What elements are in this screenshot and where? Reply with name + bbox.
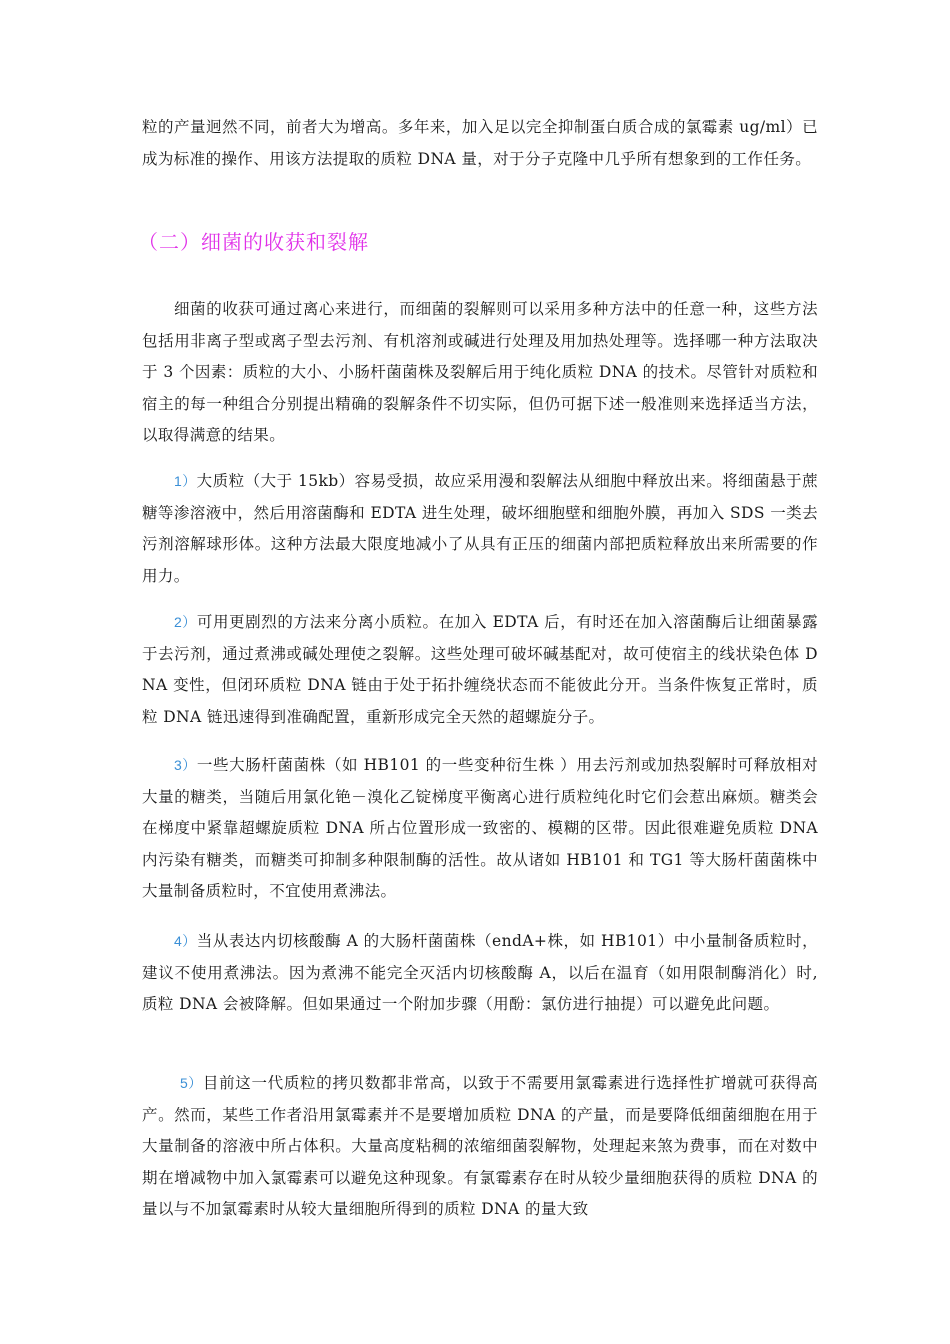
intro-paragraph: 粒的产量迥然不同，前者大为增高。多年来，加入足以完全抑制蛋白质合成的氯霉素 ug/ml）已成为标准的操作、用该方法提取的质粒 DNA 量，对于分子克隆中几乎所有想象到的工作任务。: [142, 118, 818, 168]
list-item-number: 4）: [174, 933, 197, 949]
list-item: [142, 750, 818, 908]
list-item: [142, 926, 818, 1021]
section-heading: （二）细菌的收获和裂解: [138, 230, 369, 254]
list-item-text: 大质粒（大于 15kb）容易受损，故应采用漫和裂解法从细胞中释放出来。将细菌悬于蔗糖等渗溶液中，然后用溶菌酶和 EDTA 进生处理，破坏细胞壁和细胞外膜，再加入 SDS 一类去污剂溶解球形体。这种方法最大限度地减小了从具有正压的细菌内部把质粒释放出来所需要的作用力。: [142, 472, 818, 585]
list-item-text: 可用更剧烈的方法来分离小质粒。在加入 EDTA 后，有时还在加入溶菌酶后让细菌暴露于去污剂，通过煮沸或碱处理使之裂解。这些处理可破坏碱基配对，故可使宿主的线状染色体 DNA 变性，但闭环质粒 DNA 链由于处于拓扑缠绕状态而不能彼此分开。当条件恢复正常时，质粒 DNA 链迅速得到准确配置，重新形成完全天然的超螺旋分子。: [142, 613, 818, 726]
list-item-text: 目前这一代质粒的拷贝数都非常高，以致于不需要用氯霉素进行选择性扩增就可获得高产。然而，某些工作者沿用氯霉素并不是要增加质粒 DNA 的产量，而是要降低细菌细胞在用于大量制备的溶液中所占体积。大量高度粘稠的浓缩细菌裂解物，处理起来煞为费事，而在对数中期在增减物中加入氯霉素可以避免这种现象。有氯霉素存在时从较少量细胞获得的质粒 DNA 的量以与不加氯霉素时从较大量细胞所得到的质粒 DNA 的量大致: [142, 1074, 818, 1218]
list-item-number: 1）: [174, 473, 197, 489]
body-paragraph: 细菌的收获可通过离心来进行，而细菌的裂解则可以采用多种方法中的任意一种，这些方法包括用非离子型或离子型去污剂、有机溶剂或碱进行处理及用加热处理等。选择哪一种方法取决于 3 个因素：质粒的大小、小肠杆菌菌株及裂解后用于纯化质粒 DNA 的技术。尽管针对质粒和宿主的每一种组合分别提出精确的裂解条件不切实际，但仍可据下述一般准则来选择适当方法，以取得满意的结果。: [142, 300, 818, 444]
list-item-text: 一些大肠杆菌菌株（如 HB101 的一些变种衍生株 ）用去污剂或加热裂解时可释放相对大量的糖类，当随后用氯化铯－溴化乙锭梯度平衡离心进行质粒纯化时它们会惹出麻烦。糖类会在梯度中紧靠超螺旋质粒 DNA 所占位置形成一致密的、模糊的区带。因此很难避免质粒 DNA 内污染有糖类，而糖类可抑制多种限制酶的活性。故从诸如 HB101 和 TG1 等大肠杆菌菌株中大量制备质粒时，不宜使用煮沸法。: [142, 756, 818, 900]
list-item-text: 当从表达内切核酸酶 A 的大肠杆菌菌株（endA+株，如 HB101）中小量制备质粒时，建议不使用煮沸法。因为煮沸不能完全灭活内切核酸酶 A，以后在温育（如用限制酶消化）时, 质粒 DNA 会被降解。但如果通过一个附加步骤（用酚：氯仿进行抽提）可以避免此问题。: [142, 932, 818, 1013]
list-item: [142, 607, 818, 733]
list-item-number: 5）: [180, 1075, 203, 1091]
list-item: [142, 1068, 818, 1226]
list-item: [142, 466, 818, 592]
list-item-number: 3）: [174, 757, 197, 773]
list-item-number: 2）: [174, 614, 197, 630]
